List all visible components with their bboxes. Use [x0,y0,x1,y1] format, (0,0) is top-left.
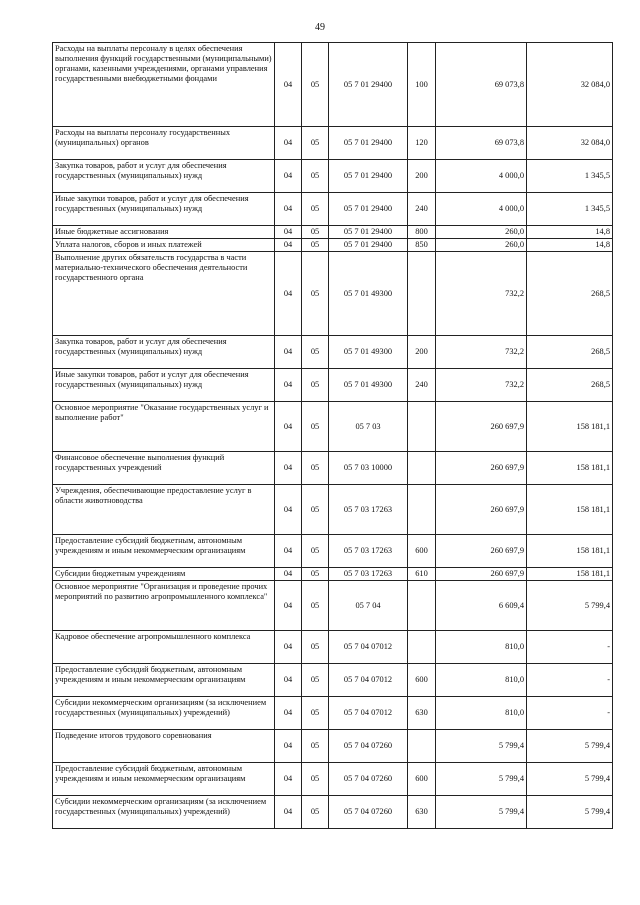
row-amount-executed: 14,8 [527,239,613,252]
row-expense-type: 630 [408,697,436,730]
row-subsection: 05 [302,402,329,452]
row-amount-planned: 260 697,9 [436,535,527,568]
row-section: 04 [275,568,302,581]
row-name: Кадровое обеспечение агропромышленного комплекса [53,631,275,664]
row-subsection: 05 [302,581,329,631]
row-target-article: 05 7 04 07012 [329,631,408,664]
row-section: 04 [275,160,302,193]
row-expense-type: 200 [408,160,436,193]
row-section: 04 [275,730,302,763]
row-section: 04 [275,631,302,664]
row-amount-planned: 69 073,8 [436,127,527,160]
row-amount-executed: 5 799,4 [527,730,613,763]
row-section: 04 [275,697,302,730]
row-target-article: 05 7 01 49300 [329,336,408,369]
row-subsection: 05 [302,369,329,402]
table-row [53,664,613,697]
row-expense-type: 120 [408,127,436,160]
row-expense-type [408,730,436,763]
row-subsection: 05 [302,193,329,226]
row-amount-planned: 732,2 [436,336,527,369]
row-section: 04 [275,226,302,239]
row-expense-type: 600 [408,763,436,796]
row-target-article: 05 7 04 07012 [329,697,408,730]
row-amount-planned: 260,0 [436,239,527,252]
budget-table [52,42,613,829]
row-target-article: 05 7 01 29400 [329,160,408,193]
table-row [53,369,613,402]
row-amount-executed: 158 181,1 [527,568,613,581]
row-name: Предоставление субсидий бюджетным, автономным учреждениям и иным некоммерческим организациям [53,535,275,568]
row-expense-type [408,252,436,336]
row-name: Закупка товаров, работ и услуг для обеспечения государственных (муниципальных) нужд [53,160,275,193]
row-section: 04 [275,535,302,568]
row-name: Уплата налогов, сборов и иных платежей [53,239,275,252]
row-amount-planned: 5 799,4 [436,796,527,829]
row-expense-type [408,402,436,452]
row-amount-planned: 5 799,4 [436,730,527,763]
row-name: Выполнение других обязательств государства в части материально-технического обеспечения деятельности государственного органа [53,252,275,336]
row-expense-type [408,631,436,664]
table-row [53,336,613,369]
row-expense-type: 610 [408,568,436,581]
row-name: Иные бюджетные ассигнования [53,226,275,239]
row-name: Основное мероприятие "Организация и проведение прочих мероприятий по развитию агропромышленного комплекса" [53,581,275,631]
row-amount-executed: 158 181,1 [527,485,613,535]
row-amount-planned: 4 000,0 [436,160,527,193]
row-expense-type: 800 [408,226,436,239]
row-target-article: 05 7 01 49300 [329,369,408,402]
row-subsection: 05 [302,43,329,127]
row-subsection: 05 [302,631,329,664]
table-row [53,226,613,239]
row-expense-type: 600 [408,664,436,697]
table-row [53,631,613,664]
row-subsection: 05 [302,568,329,581]
row-amount-executed: 5 799,4 [527,796,613,829]
row-target-article: 05 7 01 29400 [329,43,408,127]
row-section: 04 [275,239,302,252]
row-subsection: 05 [302,160,329,193]
table-row [53,239,613,252]
row-name: Предоставление субсидий бюджетным, автономным учреждениям и иным некоммерческим организациям [53,664,275,697]
row-amount-planned: 260 697,9 [436,568,527,581]
row-amount-executed: 268,5 [527,369,613,402]
row-subsection: 05 [302,252,329,336]
row-expense-type: 630 [408,796,436,829]
row-subsection: 05 [302,127,329,160]
row-name: Субсидии некоммерческим организациям (за исключением государственных (муниципальных) учреждений) [53,697,275,730]
row-amount-executed: 1 345,5 [527,160,613,193]
row-amount-executed: - [527,664,613,697]
row-amount-executed: - [527,697,613,730]
row-name: Расходы на выплаты персоналу государственных (муниципальных) органов [53,127,275,160]
row-name: Иные закупки товаров, работ и услуг для обеспечения государственных (муниципальных) нужд [53,193,275,226]
row-section: 04 [275,452,302,485]
row-subsection: 05 [302,535,329,568]
row-name: Закупка товаров, работ и услуг для обеспечения государственных (муниципальных) нужд [53,336,275,369]
row-amount-executed: 32 084,0 [527,43,613,127]
row-name: Расходы на выплаты персоналу в целях обеспечения выполнения функций государственными (муниципальными) органами, казенными учреждениями, органами управления государственными внебюджетными фондами [53,43,275,127]
row-target-article: 05 7 03 [329,402,408,452]
table-row [53,193,613,226]
row-amount-executed: 158 181,1 [527,402,613,452]
row-amount-executed: 14,8 [527,226,613,239]
row-amount-planned: 260 697,9 [436,485,527,535]
table-row [53,452,613,485]
row-expense-type [408,452,436,485]
row-target-article: 05 7 04 07260 [329,763,408,796]
table-row [53,568,613,581]
row-amount-planned: 260 697,9 [436,452,527,485]
row-expense-type: 200 [408,336,436,369]
row-expense-type: 100 [408,43,436,127]
table-row [53,730,613,763]
table-row [53,485,613,535]
row-section: 04 [275,581,302,631]
table-row [53,697,613,730]
row-section: 04 [275,664,302,697]
row-name: Подведение итогов трудового соревнования [53,730,275,763]
row-target-article: 05 7 01 29400 [329,239,408,252]
row-subsection: 05 [302,763,329,796]
row-subsection: 05 [302,336,329,369]
table-row [53,796,613,829]
row-subsection: 05 [302,697,329,730]
row-name: Субсидии некоммерческим организациям (за исключением государственных (муниципальных) учреждений) [53,796,275,829]
row-expense-type: 850 [408,239,436,252]
row-expense-type: 600 [408,535,436,568]
row-amount-planned: 5 799,4 [436,763,527,796]
table-row [53,581,613,631]
row-name: Финансовое обеспечение выполнения функций государственных учреждений [53,452,275,485]
row-amount-planned: 810,0 [436,631,527,664]
row-section: 04 [275,43,302,127]
row-name: Иные закупки товаров, работ и услуг для обеспечения государственных (муниципальных) нужд [53,369,275,402]
row-amount-planned: 69 073,8 [436,43,527,127]
row-expense-type [408,581,436,631]
row-section: 04 [275,485,302,535]
row-amount-executed: 268,5 [527,252,613,336]
row-subsection: 05 [302,485,329,535]
row-amount-executed: 32 084,0 [527,127,613,160]
row-amount-executed: 5 799,4 [527,581,613,631]
row-expense-type: 240 [408,193,436,226]
row-section: 04 [275,763,302,796]
row-name: Предоставление субсидий бюджетным, автономным учреждениям и иным некоммерческим организациям [53,763,275,796]
row-subsection: 05 [302,796,329,829]
row-section: 04 [275,252,302,336]
row-expense-type: 240 [408,369,436,402]
row-name: Учреждения, обеспечивающие предоставление услуг в области животноводства [53,485,275,535]
row-amount-planned: 810,0 [436,664,527,697]
row-subsection: 05 [302,730,329,763]
row-subsection: 05 [302,239,329,252]
row-target-article: 05 7 04 [329,581,408,631]
row-amount-executed: 5 799,4 [527,763,613,796]
row-subsection: 05 [302,664,329,697]
row-section: 04 [275,193,302,226]
row-amount-executed: 268,5 [527,336,613,369]
page-number: 49 [315,22,325,33]
row-target-article: 05 7 04 07260 [329,730,408,763]
row-section: 04 [275,127,302,160]
row-amount-planned: 260,0 [436,226,527,239]
row-amount-planned: 4 000,0 [436,193,527,226]
budget-table-body [53,43,613,829]
table-row [53,252,613,336]
row-target-article: 05 7 01 29400 [329,193,408,226]
row-target-article: 05 7 03 10000 [329,452,408,485]
row-expense-type [408,485,436,535]
row-target-article: 05 7 04 07260 [329,796,408,829]
row-target-article: 05 7 04 07012 [329,664,408,697]
table-row [53,535,613,568]
row-target-article: 05 7 01 29400 [329,226,408,239]
row-subsection: 05 [302,226,329,239]
row-amount-executed: 158 181,1 [527,535,613,568]
table-row [53,763,613,796]
row-amount-planned: 732,2 [436,252,527,336]
row-name: Субсидии бюджетным учреждениям [53,568,275,581]
row-section: 04 [275,402,302,452]
row-amount-executed: - [527,631,613,664]
table-row [53,127,613,160]
row-target-article: 05 7 01 49300 [329,252,408,336]
row-target-article: 05 7 03 17263 [329,535,408,568]
table-row [53,160,613,193]
row-amount-executed: 1 345,5 [527,193,613,226]
row-target-article: 05 7 03 17263 [329,568,408,581]
table-row [53,43,613,127]
row-section: 04 [275,369,302,402]
row-subsection: 05 [302,452,329,485]
row-section: 04 [275,796,302,829]
row-amount-planned: 732,2 [436,369,527,402]
row-target-article: 05 7 03 17263 [329,485,408,535]
row-target-article: 05 7 01 29400 [329,127,408,160]
row-name: Основное мероприятие "Оказание государственных услуг и выполнение работ" [53,402,275,452]
row-amount-planned: 260 697,9 [436,402,527,452]
row-amount-planned: 810,0 [436,697,527,730]
row-amount-executed: 158 181,1 [527,452,613,485]
row-amount-planned: 6 609,4 [436,581,527,631]
row-section: 04 [275,336,302,369]
table-row [53,402,613,452]
